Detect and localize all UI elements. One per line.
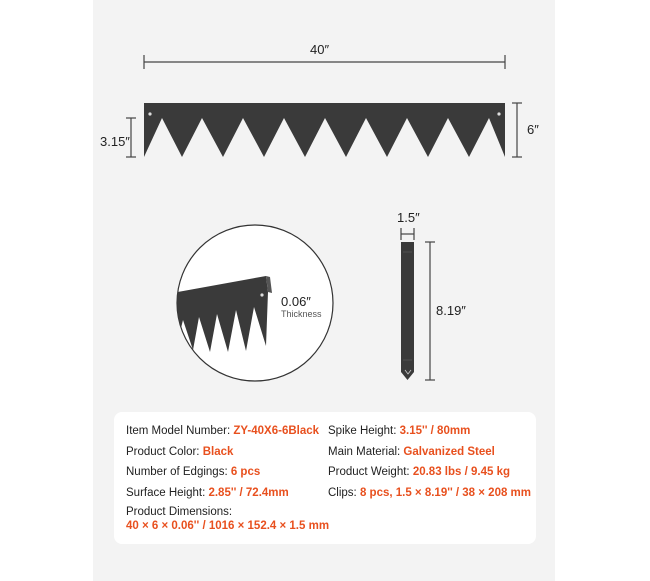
spec-product-dimensions-label: Product Dimensions:: [126, 506, 233, 518]
thickness-value-label: 0.06″: [281, 294, 311, 309]
length-dimension-line: [144, 55, 505, 69]
spike-height-label: 3.15″: [100, 134, 130, 149]
spec-product-weight-value: 20.83 lbs / 9.45 kg: [412, 466, 510, 478]
edging-strip: [144, 103, 505, 157]
edging-hole-right: [497, 112, 500, 115]
spec-number-of-edgings-value: 6 pcs: [230, 466, 261, 478]
thickness-caption: Thickness: [281, 309, 322, 319]
spec-main-material-value: Galvanized Steel: [403, 446, 495, 458]
clip-width-label: 1.5″: [397, 210, 420, 225]
spec-main-material-label: Main Material:: [328, 446, 404, 458]
spec-spike-height-label: Spike Height:: [328, 425, 400, 437]
spec-clips-value: 8 pcs, 1.5 × 8.19'' / 38 × 208 mm: [359, 487, 532, 499]
spec-spike-height: [328, 425, 470, 437]
length-label: 40″: [310, 42, 330, 57]
spec-item-model: [126, 425, 319, 437]
spec-product-dimensions: [126, 520, 329, 532]
spec-product-color: [126, 446, 233, 458]
spec-product-weight: [328, 466, 510, 478]
spec-main-material: [328, 446, 495, 458]
spec-surface-height-label: Surface Height:: [126, 487, 209, 499]
spec-clips: [328, 487, 531, 499]
spec-item-model-value: ZY-40X6-6Black: [233, 425, 320, 437]
clip-width-dimension-line: [401, 228, 414, 240]
clip-height-label: 8.19″: [436, 303, 466, 318]
edging-hole-left: [148, 112, 151, 115]
total-height-dimension-line: [512, 103, 522, 157]
spec-clips-label: Clips:: [328, 487, 360, 499]
spec-surface-height: [126, 487, 289, 499]
spec-item-model-label: Item Model Number:: [126, 425, 234, 437]
clip-height-dimension-line: [425, 242, 435, 380]
spec-surface-height-value: 2.85'' / 72.4mm: [208, 487, 289, 499]
spec-number-of-edgings-label: Number of Edgings:: [126, 466, 231, 478]
spec-number-of-edgings: [126, 466, 260, 478]
total-height-label: 6″: [527, 122, 539, 137]
spec-product-color-label: Product Color:: [126, 446, 203, 458]
spec-spike-height-value: 3.15'' / 80mm: [399, 425, 471, 437]
edging-clip: [401, 242, 414, 380]
spec-product-color-value: Black: [202, 446, 234, 458]
spec-product-dimensions-value: 40 × 6 × 0.06'' / 1016 × 152.4 × 1.5 mm: [126, 520, 330, 532]
spec-product-weight-label: Product Weight:: [328, 466, 413, 478]
